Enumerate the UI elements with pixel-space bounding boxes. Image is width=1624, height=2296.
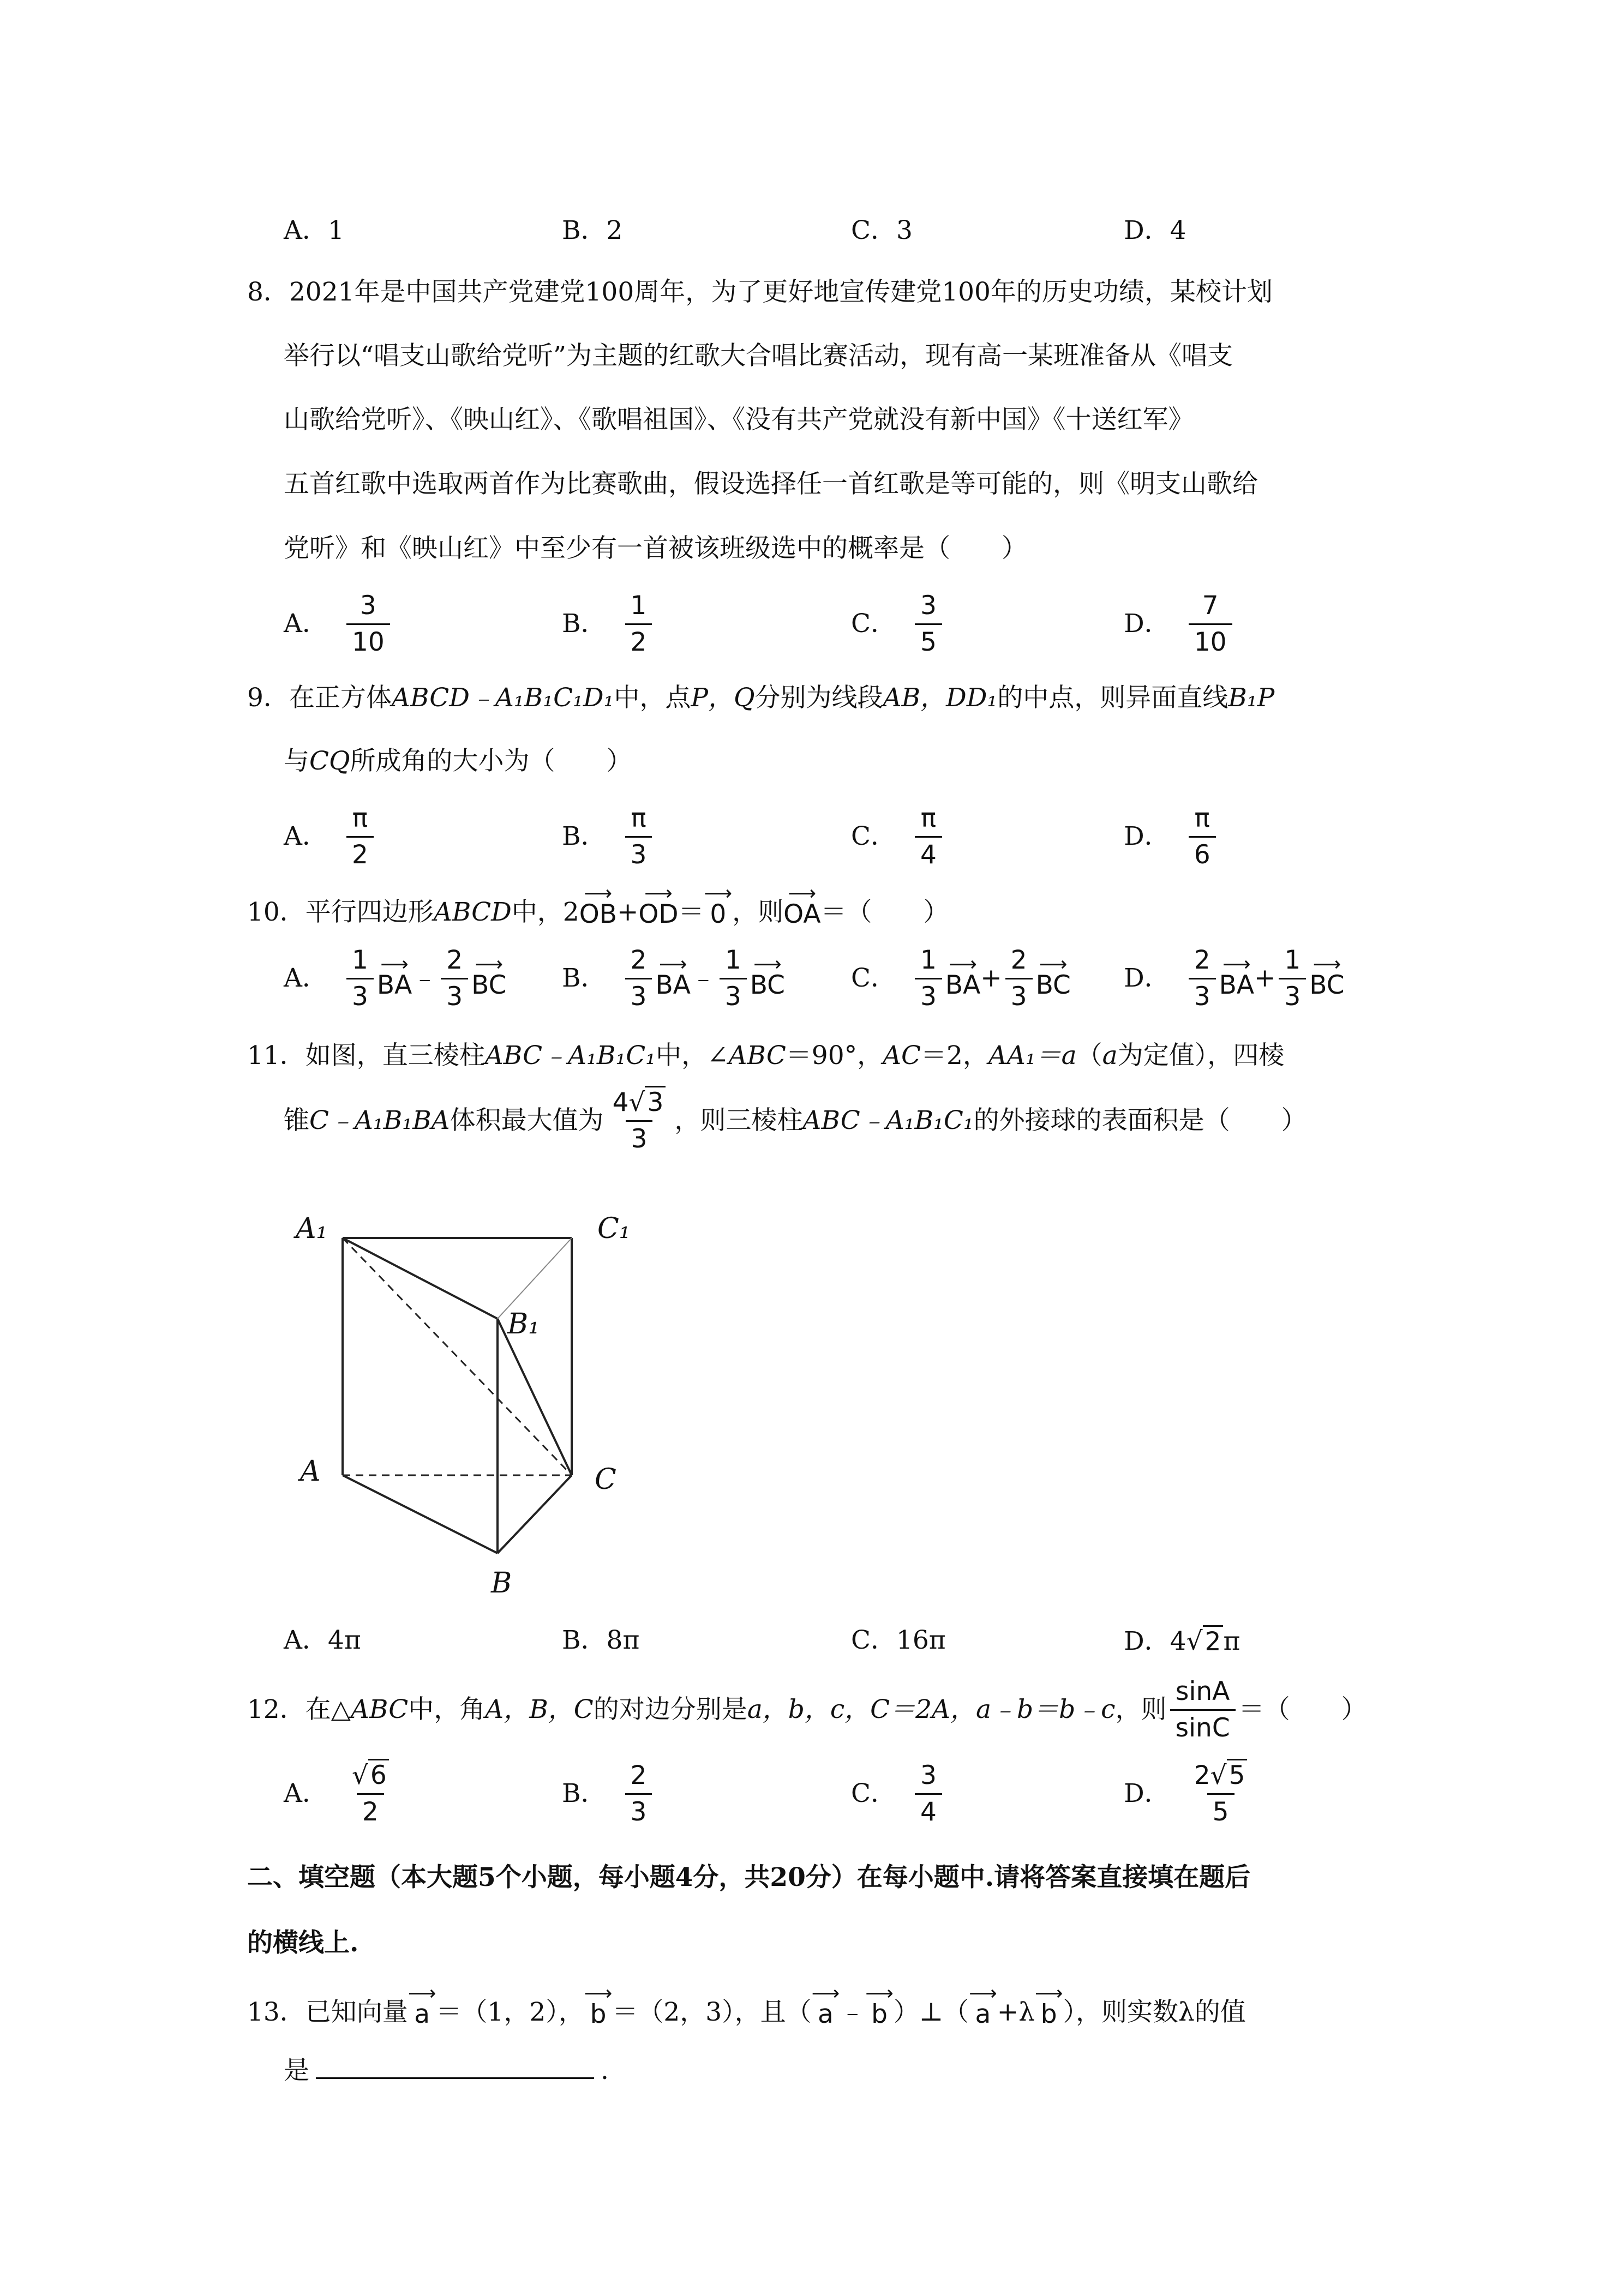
q13-line-2: 是 . [284, 2053, 609, 2086]
edge-b1-c [498, 1319, 572, 1475]
q8-line-5: 党听》和《映山红》中至少有一首被该班级选中的概率是（ ） [284, 533, 1027, 563]
q13-line-1: 13．已知向量 ⟶ a ＝（1，2）， ⟶ b ＝（2，3），且（ ⟶ a ﹣ ⟶ b ）⊥（ ⟶ a +λ ⟶ b ），则实数λ的值 [247, 1982, 1246, 2029]
q12-stem: 12．在△ ABC 中，角 A，B，C 的对边分别是 a，b，c，C＝2A，a﹣b＝b﹣c ，则 $\frac{\sin A}{\sin C}$ ＝（ ） [247, 1676, 1367, 1743]
q8-option-c: C． $\frac{3}{5}$ [851, 592, 945, 656]
q8-option-b: B． $\frac{1}{2}$ [562, 592, 655, 656]
label-a: A [300, 1455, 321, 1488]
q10-stem: 10．平行四边形ABCD中，2 ⟶ OB + ⟶ OD ＝ ⟶ 0 ，则 ⟶ OA ＝（ ） [247, 882, 949, 929]
q10-option-c: C． $\frac{1}{3}$ ⟶ BA + $\frac{2}{3}$ ⟶ BC [851, 945, 1071, 1012]
q9-options [284, 803, 1484, 870]
label-c: C [595, 1463, 616, 1496]
q8-line-3: 山歌给党听》、《映山红》、《歌唱祖国》、《没有共产党就没有新中国》《十送红军》 [284, 405, 1194, 435]
q8-options [284, 591, 1484, 657]
q7-option-a: A．1 [284, 215, 344, 245]
q7-options [284, 215, 1484, 259]
q12-option-d: D． $\frac{2√5}{5}$ [1124, 1762, 1256, 1826]
q12-options [284, 1760, 1484, 1827]
label-c1: C₁ [597, 1212, 631, 1245]
q9-option-a: A． $\frac{\pi}{2}$ [284, 804, 377, 869]
q11-option-a: A．4π [284, 1625, 361, 1655]
label-b: B [491, 1567, 512, 1600]
q11-line-2: 锥 C﹣A₁B₁BA 体积最大值为 $\frac{4√3}{3}$ ，则三棱柱 ABC﹣A₁B₁C₁ 的外接球的表面积是（ ） [284, 1091, 1307, 1151]
prism-figure [284, 1194, 666, 1609]
q12-option-b: B． $\frac{2}{3}$ [562, 1762, 655, 1826]
q9-line-1: 9．在正方体ABCD﹣A₁B₁C₁D₁中，点P，Q分别为线段AB，DD₁的中点，则异面直线B₁P [247, 683, 1275, 713]
q10-option-d: D． $\frac{2}{3}$ ⟶ BA + $\frac{1}{3}$ ⟶ BC [1124, 945, 1345, 1012]
q7-option-d: D．4 [1124, 215, 1186, 245]
label-a1: A₁ [296, 1212, 328, 1245]
q9-option-d: D． $\frac{\pi}{6}$ [1124, 804, 1219, 869]
section-2-heading-line-1: 二、填空题（本大题5个小题，每小题4分，共20分）在每小题中.请将答案直接填在题后 [247, 1862, 1251, 1892]
q11-option-d: D．4 √ 2 π [1124, 1626, 1241, 1657]
q8-line-4: 五首红歌中选取两首作为比赛歌曲，假设选择任一首红歌是等可能的，则《明支山歌给 [284, 469, 1258, 499]
edge-a1-c-dashed [343, 1238, 572, 1475]
section-2-heading-line-2: 的横线上. [247, 1928, 359, 1958]
edge-b-c [498, 1475, 572, 1553]
q9-option-b: B． $\frac{\pi}{3}$ [562, 804, 655, 869]
q9-line-2: 与CQ所成角的大小为（ ） [284, 746, 632, 776]
q11-options [284, 1625, 1484, 1669]
q11-option-c: C．16π [851, 1625, 946, 1655]
edge-a1-b1 [343, 1238, 498, 1319]
q7-option-b: B．2 [562, 215, 623, 245]
edge-a-b [343, 1475, 498, 1553]
edge-b1-c1 [498, 1238, 572, 1319]
q13-answer-blank[interactable] [316, 2053, 594, 2079]
q8-option-d: D． $\frac{7}{10}$ [1124, 592, 1236, 656]
q8-option-a: A． $\frac{3}{10}$ [284, 592, 393, 656]
q9-option-c: C． $\frac{\pi}{4}$ [851, 804, 945, 869]
label-b1: B₁ [507, 1308, 540, 1341]
q12-option-c: C． $\frac{3}{4}$ [851, 1762, 945, 1826]
q11-option-b: B．8π [562, 1625, 640, 1655]
q10-option-b: B． $\frac{2}{3}$ ⟶ BA ﹣ $\frac{1}{3}$ ⟶ BC [562, 945, 786, 1012]
q7-option-c: C．3 [851, 215, 913, 245]
q8-line-2: 举行以“唱支山歌给党听”为主题的红歌大合唱比赛活动，现有高一某班准备从《唱支 [284, 341, 1233, 371]
q12-option-a: A． $\frac{√6}{2}$ [284, 1762, 398, 1826]
q10-option-a: A． $\frac{1}{3}$ ⟶ BA ﹣ $\frac{2}{3}$ ⟶ BC [284, 945, 507, 1012]
q11-line-1: 11．如图，直三棱柱ABC﹣A₁B₁C₁中，∠ABC＝90°，AC＝2，AA₁＝a（a为定值），四棱 [247, 1041, 1285, 1071]
q10-options [284, 945, 1484, 1012]
q8-line-1: 8．2021年是中国共产党建党100周年，为了更好地宣传建党100年的历史功绩，某校计划 [247, 277, 1273, 307]
